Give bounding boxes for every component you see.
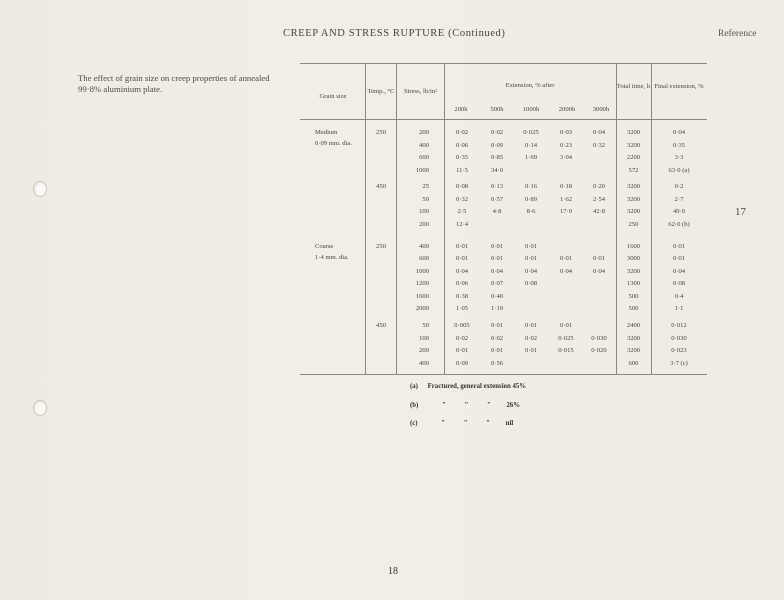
table-cell: 0·01 bbox=[672, 243, 686, 250]
page-title: CREEP AND STRESS RUPTURE (Continued) bbox=[283, 28, 506, 39]
stress-value: 400 bbox=[419, 359, 429, 367]
table-cell: 0·08 bbox=[524, 280, 538, 288]
table-cell: 0·01 bbox=[524, 322, 538, 329]
table-cell: 500 bbox=[628, 292, 639, 300]
table-cell: 0·04 bbox=[672, 129, 686, 136]
table-cell: 0·32 bbox=[455, 195, 469, 203]
table-cell: 0·01 bbox=[490, 347, 504, 355]
table-cell: 0·18 bbox=[559, 183, 573, 190]
table-cell: 1·05 bbox=[455, 305, 469, 312]
table-cell: 0·09 bbox=[455, 359, 469, 367]
table-cell: 0·2 bbox=[674, 183, 684, 190]
stress-value: 100 bbox=[419, 334, 429, 342]
table-cell: 1·62 bbox=[559, 195, 573, 203]
table-caption: The effect of grain size on creep properties of annealed 99·8% aluminium plate. bbox=[78, 73, 270, 94]
table-cell: 0·02 bbox=[524, 334, 538, 342]
table-cell: 0·01 bbox=[559, 255, 573, 263]
table-cell: 0·04 bbox=[672, 267, 686, 275]
table-cell: 2200 bbox=[626, 154, 641, 161]
stress-value: 1000 bbox=[415, 166, 429, 174]
grain-size-dia: 0·09 mm. dia. bbox=[315, 140, 352, 147]
table-cell: 0·89 bbox=[524, 195, 538, 203]
table-cell: 0·23 bbox=[559, 141, 573, 149]
table-cell: 0·02 bbox=[455, 334, 469, 342]
note-text: Fractured, general extension 45% bbox=[427, 383, 527, 390]
note-label: (c) bbox=[410, 420, 418, 427]
table-cell: 0·02 bbox=[490, 129, 504, 136]
col-header-extension: Extension, % after bbox=[505, 82, 555, 89]
table-cell: 4·8 bbox=[492, 208, 502, 215]
table-cell: 63·0 (a) bbox=[668, 166, 690, 174]
table-cell: 2400 bbox=[626, 322, 641, 329]
table-cell: 0·06 bbox=[455, 280, 469, 288]
table-cell: 0·01 bbox=[490, 243, 504, 250]
stress-value: 25 bbox=[422, 183, 429, 190]
table-cell: 3200 bbox=[626, 267, 641, 275]
table-cell: 3200 bbox=[626, 208, 641, 215]
table-cell: 12·4 bbox=[455, 220, 469, 228]
col-header-hour: 1000h bbox=[522, 106, 540, 113]
table-cell: 0·04 bbox=[455, 267, 469, 275]
table-cell: 1·10 bbox=[490, 305, 504, 312]
table-cell: 0·40 bbox=[490, 292, 504, 300]
stress-value: 50 bbox=[422, 322, 429, 329]
grain-size-dia: 1·4 mm. dia. bbox=[315, 254, 349, 261]
table-cell: 0·16 bbox=[524, 183, 538, 190]
table-cell: 1·1 bbox=[674, 305, 684, 312]
table-cell: 1600 bbox=[626, 243, 641, 250]
table-cell: 0·01 bbox=[455, 347, 469, 355]
stress-value: 1000 bbox=[415, 267, 429, 275]
col-header-hour: 500h bbox=[490, 106, 504, 113]
table-cell: 3000 bbox=[626, 255, 641, 263]
stress-value: 200 bbox=[419, 220, 429, 228]
grain-size-label: Medium bbox=[315, 129, 338, 136]
table-cell: 17·0 bbox=[559, 208, 573, 215]
table-cell: 3·7 (c) bbox=[670, 359, 688, 367]
table-cell: 0·08 bbox=[455, 183, 469, 190]
table-cell: 0·015 bbox=[558, 347, 574, 355]
table-cell: 11·5 bbox=[456, 166, 468, 174]
table-cell: 600 bbox=[628, 359, 639, 367]
table-cell: 49·0 bbox=[672, 208, 686, 215]
table-cell: 0·04 bbox=[490, 267, 504, 275]
table-cell: 572 bbox=[628, 166, 639, 174]
table-cell: 42·8 bbox=[592, 208, 606, 215]
stress-value: 600 bbox=[419, 255, 429, 263]
table-cell: 0·4 bbox=[674, 292, 684, 300]
table-cell: 0·025 bbox=[523, 129, 539, 136]
table-cell: 0·07 bbox=[490, 280, 504, 288]
table-cell: 2·54 bbox=[592, 195, 606, 203]
table-cell: 0·01 bbox=[524, 243, 538, 250]
col-header-temp: Temp., °C bbox=[367, 88, 395, 95]
table-cell: 0·03 bbox=[559, 129, 573, 136]
table-cell: 3200 bbox=[626, 141, 641, 149]
col-header-grain-size: Grain size bbox=[319, 93, 347, 100]
col-header-final-extension: Final extension, % bbox=[654, 83, 704, 90]
temp-value: 250 bbox=[376, 129, 386, 136]
table-cell: 0·04 bbox=[592, 267, 606, 275]
table-cell: 0·023 bbox=[671, 347, 687, 355]
col-header-stress: Stress, lb/in² bbox=[403, 88, 438, 95]
table-cell: 0·35 bbox=[672, 141, 686, 149]
grain-size-label: Coarse bbox=[315, 243, 334, 250]
note-label: (a) bbox=[410, 383, 418, 390]
reference-label: Reference bbox=[718, 29, 757, 39]
reference-number: 17 bbox=[735, 206, 746, 218]
table-cell: 0·01 bbox=[455, 243, 469, 250]
stress-value: 1200 bbox=[415, 280, 429, 288]
stress-value: 400 bbox=[419, 141, 429, 149]
table-cell: 0·020 bbox=[591, 347, 607, 355]
stress-value: 200 bbox=[419, 347, 429, 355]
table-cell: 2·7 bbox=[674, 195, 684, 203]
stress-value: 400 bbox=[419, 243, 429, 250]
table-cell: 8·6 bbox=[526, 208, 536, 215]
table-cell: 0·09 bbox=[490, 141, 504, 149]
table-cell: 250 bbox=[628, 220, 639, 228]
stress-value: 100 bbox=[419, 208, 429, 215]
table-cell: 3200 bbox=[626, 183, 641, 190]
note-text: nil bbox=[505, 420, 514, 427]
table-cell: 0·01 bbox=[559, 322, 573, 329]
temp-value: 450 bbox=[376, 322, 386, 329]
col-header-total-time: Total time, h bbox=[616, 83, 651, 90]
table-cell: 0·08 bbox=[672, 280, 686, 288]
stress-value: 2000 bbox=[415, 305, 429, 312]
temp-value: 450 bbox=[376, 183, 386, 190]
note-label: (b) bbox=[410, 402, 419, 409]
table-cell: 0·04 bbox=[559, 267, 573, 275]
note-text: 26% bbox=[506, 402, 521, 409]
stress-value: 1600 bbox=[415, 292, 429, 300]
table-cell: 0·20 bbox=[592, 183, 606, 190]
table-cell: 3·04 bbox=[559, 154, 573, 161]
table-cell: 1·69 bbox=[524, 154, 538, 161]
stress-value: 200 bbox=[419, 129, 429, 136]
table-cell: 0·01 bbox=[672, 255, 686, 263]
table-cell: 3·3 bbox=[674, 154, 684, 161]
col-header-hour: 3000h bbox=[592, 106, 610, 113]
table-cell: 0·38 bbox=[455, 292, 469, 300]
table-cell: 0·02 bbox=[455, 129, 469, 136]
table-cell: 3200 bbox=[626, 334, 641, 342]
table-cell: 0·56 bbox=[490, 359, 504, 367]
table-cell: 0·85 bbox=[490, 154, 504, 161]
table-cell: 0·32 bbox=[592, 141, 606, 149]
table-cell: 0·01 bbox=[490, 322, 504, 329]
table-cell: 34·0 bbox=[490, 166, 504, 174]
punch-hole-icon bbox=[33, 181, 47, 197]
table-cell: 0·030 bbox=[591, 334, 607, 342]
col-header-hour: 200h bbox=[454, 106, 468, 113]
temp-value: 250 bbox=[376, 243, 386, 250]
table-cell: 0·01 bbox=[524, 255, 538, 263]
table-cell: 62·0 (b) bbox=[668, 220, 690, 228]
table-cell: 3200 bbox=[626, 347, 641, 355]
table-cell: 0·04 bbox=[592, 129, 606, 136]
table-cell: 500 bbox=[628, 305, 639, 312]
note-ditto: " " " bbox=[441, 420, 490, 427]
col-header-hour: 2000h bbox=[558, 106, 576, 113]
punch-hole-icon bbox=[33, 400, 47, 416]
table-cell: 0·13 bbox=[490, 183, 504, 190]
table-cell: 0·04 bbox=[524, 267, 538, 275]
table-cell: 0·01 bbox=[524, 347, 538, 355]
table-cell: 0·01 bbox=[490, 255, 504, 263]
table-cell: 3200 bbox=[626, 129, 641, 136]
table-cell: 0·06 bbox=[455, 141, 469, 149]
page-number: 18 bbox=[388, 566, 398, 577]
stress-value: 50 bbox=[422, 195, 429, 203]
table-cell: 1300 bbox=[626, 280, 641, 288]
table-cell: 0·57 bbox=[490, 195, 504, 203]
table-cell: 0·01 bbox=[592, 255, 606, 263]
table-cell: 0·14 bbox=[524, 141, 538, 149]
stress-value: 600 bbox=[419, 154, 429, 161]
table-cell: 0·02 bbox=[490, 334, 504, 342]
table-cell: 0·35 bbox=[455, 154, 469, 161]
table-cell: 0·01 bbox=[455, 255, 469, 263]
table-cell: 0·025 bbox=[558, 334, 574, 342]
table-cell: 0·005 bbox=[454, 322, 470, 329]
table-cell: 3200 bbox=[626, 195, 641, 203]
table-cell: 0·012 bbox=[671, 322, 687, 329]
table-cell: 0·030 bbox=[671, 334, 687, 342]
note-ditto: " " " bbox=[442, 402, 491, 409]
table-cell: 2·5 bbox=[457, 208, 467, 215]
creep-table bbox=[290, 63, 707, 375]
